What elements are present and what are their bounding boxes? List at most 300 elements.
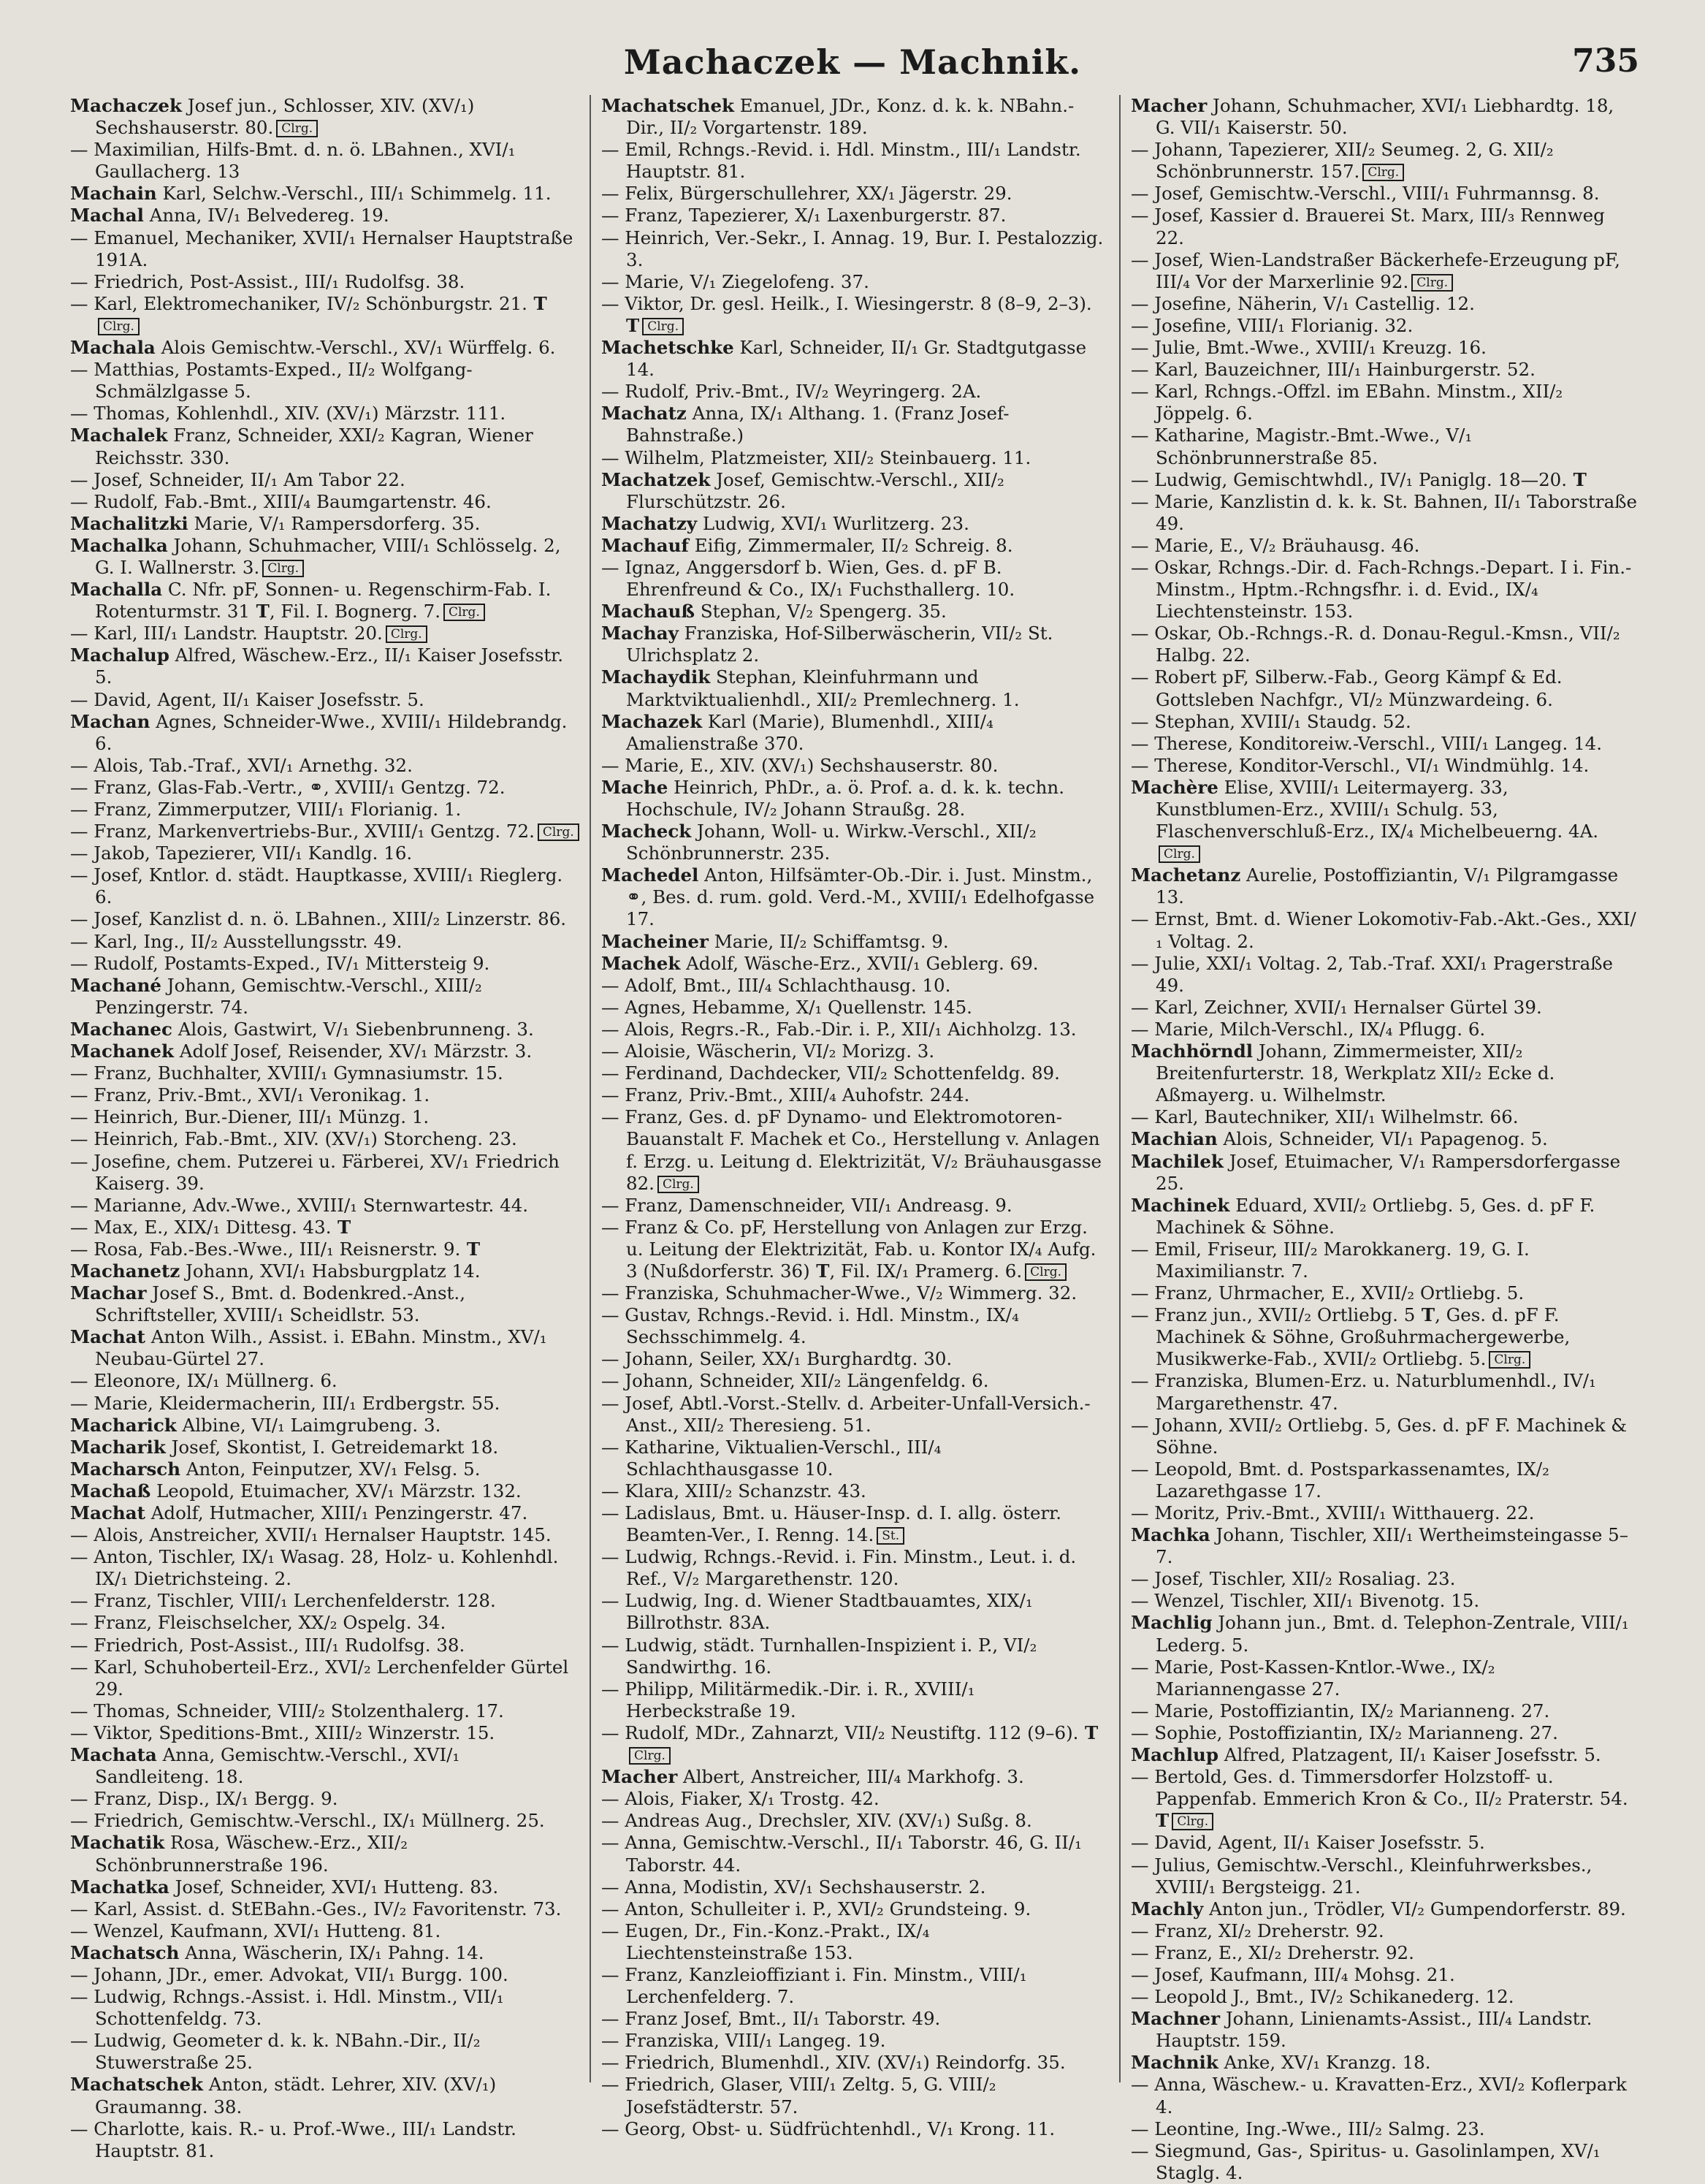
entry-surname: Macharick (70, 1414, 177, 1436)
directory-entry (70, 799, 579, 821)
entry-details: — Alois, Anstreicher, XVII/₁ Hernalser Hauptstr. 145. (70, 1524, 552, 1546)
clearing-badge: Clrg. (443, 604, 485, 621)
entry-surname: Machay (601, 623, 679, 644)
entry-surname: Machek (601, 952, 681, 974)
directory-entry (1131, 95, 1639, 139)
entry-details: — Marie, V/₁ Ziegelofeng. 37. (601, 270, 869, 292)
directory-entry (1131, 1700, 1639, 1722)
telephone-mark: T (1415, 1304, 1435, 1326)
entry-details: Stephan, V/₂ Spengerg. 35. (695, 601, 947, 623)
entry-details: — Leopold J., Bmt., IV/₂ Schikanederg. 12. (1131, 1986, 1514, 2008)
clearing-badge: Clrg. (1362, 164, 1404, 181)
entry-details: — Alois, Regrs.-R., Fab.-Dir. i. P., XII/₁ Aichholzg. 13. (601, 1018, 1077, 1040)
entry-surname: Machazek (601, 710, 703, 732)
entry-details: Johann, Gemischtw.-Verschl., XIII/₂ Penzingerstr. 74. (95, 974, 482, 1018)
entry-details: — Heinrich, Fab.-Bmt., XIV. (XV/₁) Storcheng. 23. (70, 1128, 517, 1150)
entry-details: — Josef, Kntlor. d. städt. Hauptkasse, XVIII/₁ Rieglerg. 6. (70, 864, 563, 908)
directory-entry (70, 1876, 579, 1898)
directory-entry (70, 579, 579, 623)
directory-entry (601, 777, 1109, 821)
entry-details: — Friedrich, Glaser, VIII/₁ Zeltg. 5, G. VIII/₂ Josefstädterstr. 57. (601, 2074, 996, 2118)
entry-surname: Machlup (1131, 1744, 1218, 1766)
directory-entry (70, 1195, 579, 1217)
entry-details: Johann, Zimmermeister, XII/₂ Breitenfurterstr. 18, Werkplatz XII/₂ Ecke d. Aßmayerg. u. Wilhelmstr. (1156, 1040, 1555, 1106)
entry-details: — Adolf, Bmt., III/₄ Schlachthausg. 10. (601, 974, 951, 996)
directory-entry (70, 953, 579, 975)
entry-details: Karl, Selchw.-Verschl., III/₁ Schimmelg. 11. (156, 183, 552, 205)
entry-surname: Machar (70, 1282, 147, 1304)
entry-surname: Machaß (70, 1480, 151, 1502)
entry-details: — Oskar, Rchngs.-Dir. d. Fach-Rchngs.-Depart. I i. Fin.-Minstm., Hptm.-Rchngsfhr. i. d. Evid., IX/₄ Liechtensteinstr. 153. (1131, 556, 1632, 623)
directory-entry (1131, 1370, 1639, 1414)
directory-entry (1131, 1832, 1639, 1854)
entry-details: — Bertold, Ges. d. Timmersdorfer Holzstoff- u. Pappenfab. Emmerich Kron & Co., II/₂ Praterstr. 54. (1131, 1766, 1628, 1810)
directory-entry (601, 381, 1109, 403)
directory-entry (1131, 1568, 1639, 1590)
directory-entry (1131, 1590, 1639, 1612)
directory-entry (1131, 2008, 1639, 2052)
directory-entry (1131, 491, 1639, 535)
entry-details: — Emanuel, Mechaniker, XVII/₁ Hernalser Hauptstraße 191A. (70, 227, 573, 270)
directory-entry (601, 1062, 1109, 1084)
entry-surname: Machatka (70, 1876, 169, 1898)
entry-details: Alois, Schneider, VI/₁ Papagenog. 5. (1217, 1128, 1548, 1150)
telephone-mark: T (331, 1216, 351, 1238)
directory-entry (601, 1678, 1109, 1722)
entry-surname: Machané (70, 974, 162, 996)
directory-entry (70, 2030, 579, 2074)
entry-details: — Johann, JDr., emer. Advokat, VII/₁ Burgg. 100. (70, 1963, 508, 1985)
directory-entry (1131, 1656, 1639, 1700)
directory-entry (601, 623, 1109, 666)
entry-details: — Rudolf, MDr., Zahnarzt, VII/₂ Neustiftg. 112 (9–6). (601, 1721, 1079, 1743)
entry-details: Stephan, Kleinfuhrmann und Marktviktualienhdl., XII/₂ Premlechnerg. 1. (626, 666, 1020, 710)
entry-details: — Rosa, Fab.-Bes.-Wwe., III/₁ Reisnerstr. 9. (70, 1238, 461, 1260)
entry-details: — Max, E., XIX/₁ Dittesg. 43. (70, 1216, 332, 1238)
directory-entry (70, 1326, 579, 1370)
entry-details: — Friedrich, Post-Assist., III/₁ Rudolfsg. 38. (70, 270, 465, 292)
directory-entry (70, 755, 579, 777)
clearing-badge: Clrg. (1172, 1813, 1213, 1830)
directory-entry (601, 2118, 1109, 2140)
entry-details: — Johann, Seiler, XX/₁ Burghardtg. 30. (601, 1348, 953, 1370)
entry-details: — Franz & Co. pF, Herstellung von Anlagen zur Erzg. u. Leitung der Elektrizität, Fab. u. Kontor IX/₄ Aufg. 3 (Nußdorferstr. 36) (601, 1216, 1096, 1282)
entry-surname: Machalka (70, 534, 168, 556)
clearing-badge: Clrg. (1411, 274, 1453, 292)
directory-entry (70, 1700, 579, 1722)
directory-entry (1131, 425, 1639, 468)
directory-entry (1131, 623, 1639, 666)
directory-entry (601, 403, 1109, 446)
directory-entry (1131, 908, 1639, 952)
entry-details: — Karl, Bautechniker, XII/₁ Wilhelmstr. 66. (1131, 1106, 1519, 1128)
entry-surname: Macharsch (70, 1458, 181, 1480)
clearing-badge: Clrg. (98, 318, 140, 335)
directory-entry (1131, 2074, 1639, 2118)
entry-details: — Karl, Zeichner, XVII/₁ Hernalser Gürtel 39. (1131, 996, 1542, 1018)
entry-details: — Jakob, Tapezierer, VII/₁ Kandlg. 16. (70, 842, 413, 864)
entry-details: — Gustav, Rchngs.-Revid. i. Hdl. Minstm., IX/₄ Sechsschimmelg. 4. (601, 1304, 1019, 1348)
directory-entry (601, 1106, 1109, 1194)
telephone-mark: T (626, 314, 640, 336)
entry-surname: Machauf (601, 534, 689, 556)
entry-details: — Karl, III/₁ Landstr. Hauptstr. 20. (70, 623, 383, 644)
telephone-mark: T (250, 601, 270, 623)
entry-details: — Viktor, Dr. gesl. Heilk., I. Wiesingerstr. 8 (8–9, 2–3). (601, 292, 1092, 314)
entry-surname: Machère (1131, 776, 1218, 798)
entry-details: Adolf, Hutmacher, XIII/₁ Penzingerstr. 47. (145, 1502, 528, 1523)
entry-details: — Wenzel, Tischler, XII/₁ Bivenotg. 15. (1131, 1590, 1480, 1612)
entry-details: — Anton, Tischler, IX/₁ Wasag. 28, Holz- u. Kohlenhdl. IX/₁ Dietrichsteing. 2. (70, 1546, 559, 1590)
entry-details: — Marie, E., XIV. (XV/₁) Sechshauserstr. 80. (601, 754, 999, 776)
entry-details: Anton Wilh., Assist. i. EBahn. Minstm., XV/₁ Neubau-Gürtel 27. (95, 1326, 547, 1370)
directory-entry (601, 447, 1109, 469)
entry-details: Agnes, Schneider-Wwe., XVIII/₁ Hildebrandg. 6. (95, 710, 568, 754)
entry-details: — Josef, Kaufmann, III/₄ Mohsg. 21. (1131, 1963, 1455, 1985)
entry-details: — Siegmund, Gas-, Spiritus- u. Gasolinlampen, XV/₁ Staglg. 4. (1131, 2139, 1601, 2183)
entry-surname: Machedel (601, 864, 699, 886)
directory-entry (70, 1106, 579, 1128)
entry-details: — Franziska, VIII/₁ Langeg. 19. (601, 2030, 886, 2052)
entry-details: — Josef, Abtl.-Vorst.-Stellv. d. Arbeiter-Unfall-Versich.-Anst., XII/₂ Theresieng. 51. (601, 1392, 1091, 1436)
clearing-badge: Clrg. (262, 560, 304, 577)
entry-details: Leopold, Etuimacher, XV/₁ Märzstr. 132. (150, 1480, 522, 1502)
entry-details: — Thomas, Schneider, VIII/₂ Stolzenthalerg. 17. (70, 1700, 504, 1721)
directory-entry (601, 821, 1109, 864)
entry-details: — Ludwig, Rchngs.-Assist. i. Hdl. Minstm., VII/₁ Schottenfeldg. 73. (70, 1986, 504, 2030)
entry-details: C. Nfr. pF, Sonnen- u. Regenschirm-Fab. I. Rotenturmstr. 31 (95, 579, 552, 623)
entry-details: — Franz Josef, Bmt., II/₁ Taborstr. 49. (601, 2008, 941, 2030)
directory-entry (601, 95, 1109, 139)
entry-details: — Franz, Buchhalter, XVIII/₁ Gymnasiumstr. 15. (70, 1062, 503, 1084)
directory-entry (70, 1832, 579, 1876)
entry-details: — Marianne, Adv.-Wwe., XVIII/₁ Sternwartestr. 44. (70, 1194, 529, 1216)
directory-entry (601, 1195, 1109, 1217)
directory-entry (1131, 666, 1639, 710)
entry-details: — Franz, Disp., IX/₁ Bergg. 9. (70, 1788, 338, 1810)
directory-entry (70, 864, 579, 908)
directory-entry (601, 1964, 1109, 2008)
entry-details: — Stephan, XVIII/₁ Staudg. 52. (1131, 710, 1411, 732)
directory-entry (70, 1128, 579, 1150)
directory-entry (601, 1546, 1109, 1590)
entry-details: — Franz, Zimmerputzer, VIII/₁ Florianig. 1. (70, 799, 462, 820)
entry-details: — Alois, Tab.-Traf., XVI/₁ Arnethg. 32. (70, 754, 413, 776)
directory-entry (70, 1656, 579, 1700)
entry-surname: Machetanz (1131, 864, 1241, 886)
entry-details: — Josefine, Näherin, V/₁ Castellig. 12. (1131, 292, 1475, 314)
entry-surname: Machaczek (70, 95, 182, 116)
directory-entry (70, 95, 579, 139)
directory-entry (70, 359, 579, 403)
entry-details: Marie, V/₁ Rampersdorferg. 35. (188, 512, 481, 534)
entry-details: — Karl, Assist. d. StEBahn.-Ges., IV/₂ Favoritenstr. 73. (70, 1898, 562, 1919)
entry-details: Franz, Schneider, XXI/₂ Kagran, Wiener Reichsstr. 330. (95, 425, 533, 468)
directory-entry (70, 403, 579, 425)
entry-surname: Macher (601, 1766, 678, 1788)
entry-details: — Karl, Schuhoberteil-Erz., XVI/₂ Lerchenfelder Gürtel 29. (70, 1656, 569, 1700)
entry-details: Marie, II/₂ Schiffamtsg. 9. (708, 930, 949, 952)
directory-entry (70, 1370, 579, 1392)
entry-details: Josef, Etuimacher, V/₁ Rampersdorfergasse 25. (1156, 1150, 1621, 1194)
directory-entry (601, 1437, 1109, 1480)
entry-details: — Johann, Tapezierer, XII/₂ Seumeg. 2, G. XII/₂ Schönbrunnerstr. 157. (1131, 139, 1554, 183)
directory-column-2 (590, 95, 1119, 2139)
directory-entry (1131, 1744, 1639, 1766)
entry-details: — Ignaz, Anggersdorf b. Wien, Ges. d. pF B. Ehrenfreund & Co., IX/₁ Fuchsthallerg. 10. (601, 556, 1015, 601)
entry-details: — Johann, XVII/₂ Ortliebg. 5, Ges. d. pF F. Machinek & Söhne. (1131, 1414, 1628, 1458)
entry-details: Heinrich, PhDr., a. ö. Prof. a. d. k. k. techn. Hochschule, IV/₂ Johann Straußg. 28. (626, 776, 1065, 820)
entry-details: — Robert pF, Silberw.-Fab., Georg Kämpf & Ed. Gottsleben Nachfgr., VI/₂ Münzwardeing. 6. (1131, 666, 1563, 710)
directory-entry (1131, 711, 1639, 733)
directory-entry (1131, 1106, 1639, 1128)
directory-entry (1131, 1722, 1639, 1744)
directory-entry (70, 293, 579, 337)
entry-details: — Anna, Modistin, XV/₁ Sechshauserstr. 2. (601, 1876, 986, 1898)
directory-entry (1131, 1040, 1639, 1106)
entry-surname: Machain (70, 183, 157, 205)
entry-details: Eduard, XVII/₂ Ortliebg. 5, Ges. d. pF F. Machinek & Söhne. (1156, 1194, 1595, 1238)
entry-details: — Franz, Priv.-Bmt., XVI/₁ Veronikag. 1. (70, 1084, 430, 1106)
directory-entry (601, 2052, 1109, 2074)
entry-details: — Josef, Kassier d. Brauerei St. Marx, III/₃ Rennweg 22. (1131, 205, 1605, 248)
directory-entry (601, 997, 1109, 1019)
entry-details: — Wilhelm, Platzmeister, XII/₂ Steinbauerg. 11. (601, 446, 1031, 468)
directory-entry (70, 623, 579, 644)
entry-surname: Machatzek (601, 468, 711, 490)
entry-details: — Viktor, Speditions-Bmt., XIII/₂ Winzerstr. 15. (70, 1721, 495, 1743)
entry-details: Anton jun., Trödler, VI/₂ Gumpendorferstr. 89. (1203, 1898, 1626, 1919)
entry-details: Emanuel, JDr., Konz. d. k. k. NBahn.-Dir., II/₂ Vorgartenstr. 189. (626, 95, 1075, 139)
entry-surname: Machanek (70, 1040, 174, 1062)
entry-details: Johann, XVI/₁ Habsburgplatz 14. (180, 1260, 481, 1282)
entry-details: Eifig, Zimmermaler, II/₂ Schreig. 8. (688, 534, 1013, 556)
directory-entry (601, 337, 1109, 381)
directory-entry (1131, 2052, 1639, 2074)
directory-entry (601, 1019, 1109, 1040)
directory-entry (70, 1942, 579, 1964)
directory-entry (70, 183, 579, 205)
directory-entry (70, 1810, 579, 1832)
directory-entry (70, 1019, 579, 1040)
directory-entry (70, 1084, 579, 1106)
directory-entry (1131, 1239, 1639, 1282)
directory-column-1 (60, 95, 590, 2161)
entry-details: — Therese, Konditor-Verschl., VI/₁ Windmühlg. 14. (1131, 754, 1590, 776)
directory-entry (601, 1217, 1109, 1282)
directory-entry (70, 1151, 579, 1195)
entry-details: — Andreas Aug., Drechsler, XIV. (XV/₁) Sußg. 8. (601, 1810, 1032, 1832)
directory-entry (1131, 1282, 1639, 1304)
entry-details: — Franz, Glas-Fab.-Vertr., ⚭, XVIII/₁ Gentzg. 72. (70, 776, 506, 798)
directory-entry (70, 1282, 579, 1326)
entry-details: — Julie, XXI/₁ Voltag. 2, Tab.-Traf. XXI/₁ Pragerstraße 49. (1131, 952, 1614, 996)
directory-entry (601, 535, 1109, 557)
directory-entry (1131, 293, 1639, 315)
entry-details: — Marie, Kleidermacherin, III/₁ Erdbergstr. 55. (70, 1392, 500, 1414)
entry-details: — Katharine, Viktualien-Verschl., III/₄ Schlachthausgasse 10. (601, 1436, 942, 1480)
directory-entry (601, 931, 1109, 953)
directory-entry (601, 557, 1109, 601)
entry-details-continued: , Fil. IX/₁ Pramerg. 6. (829, 1260, 1023, 1282)
directory-entry (601, 1393, 1109, 1437)
entry-details: — Karl, Rchngs.-Offzl. im EBahn. Minstm., XII/₂ Jöppelg. 6. (1131, 381, 1563, 425)
entry-surname: Machalitzki (70, 512, 188, 534)
directory-entry (70, 821, 579, 842)
directory-column-3 (1119, 95, 1649, 2183)
telephone-mark: T (1078, 1721, 1099, 1743)
directory-entry (1131, 1898, 1639, 1920)
entry-surname: Machalup (70, 644, 169, 666)
directory-entry (70, 1502, 579, 1524)
entry-surname: Machatik (70, 1832, 165, 1854)
directory-entry (601, 1590, 1109, 1634)
entry-details: — Karl, Ing., II/₂ Ausstellungsstr. 49. (70, 930, 403, 952)
directory-entry (70, 1040, 579, 1062)
directory-entry (601, 293, 1109, 337)
directory-entry (601, 183, 1109, 205)
entry-details: — Franz jun., XVII/₂ Ortliebg. 5 (1131, 1304, 1416, 1326)
directory-entry (70, 1546, 579, 1590)
directory-entry (70, 227, 579, 271)
entry-details: — Emil, Friseur, III/₂ Marokkanerg. 19, G. I. Maximilianstr. 7. (1131, 1238, 1530, 1282)
directory-entry (601, 1876, 1109, 1898)
directory-entry (1131, 1304, 1639, 1370)
entry-details: Anke, XV/₁ Kranzg. 18. (1218, 2052, 1431, 2074)
directory-entry (70, 842, 579, 864)
entry-details: — Franziska, Blumen-Erz. u. Naturblumenhdl., IV/₁ Margarethenstr. 47. (1131, 1370, 1596, 1414)
directory-entry (70, 271, 579, 293)
entry-details: — Julius, Gemischtw.-Verschl., Kleinfuhrwerksbes., XVIII/₁ Bergsteigg. 21. (1131, 1854, 1593, 1898)
directory-entry (1131, 1964, 1639, 1986)
entry-details: — Therese, Konditoreiw.-Verschl., VIII/₁ Langeg. 14. (1131, 732, 1603, 754)
directory-entry (1131, 777, 1639, 864)
entry-details: — Marie, E., V/₂ Bräuhausg. 46. (1131, 534, 1420, 556)
entry-details: — Franz, Tischler, VIII/₁ Lerchenfelderstr. 128. (70, 1590, 496, 1612)
directory-entry (601, 1810, 1109, 1832)
directory-entry (601, 1502, 1109, 1546)
entry-details: — Klara, XIII/₂ Schanzstr. 43. (601, 1480, 866, 1502)
entry-details: — Ferdinand, Dachdecker, VII/₂ Schottenfeldg. 89. (601, 1062, 1060, 1084)
telephone-mark: T (527, 292, 547, 314)
entry-surname: Machalla (70, 579, 163, 601)
directory-entry (1131, 557, 1639, 623)
entry-details: Johann, Woll- u. Wirkw.-Verschl., XII/₂ Schönbrunnerstr. 235. (626, 821, 1037, 864)
entry-surname: Machatz (601, 403, 687, 425)
entry-details: — Emil, Rchngs.-Revid. i. Hdl. Minstm., III/₁ Landstr. Hauptstr. 81. (601, 139, 1081, 183)
entry-details: Franziska, Hof-Silberwäscherin, VII/₂ St. Ulrichsplatz 2. (626, 623, 1053, 666)
entry-surname: Machhörndl (1131, 1040, 1254, 1062)
directory-entry (601, 1480, 1109, 1502)
directory-entry (70, 1437, 579, 1458)
directory-entry (601, 1084, 1109, 1106)
entry-surname: Machilek (1131, 1150, 1224, 1172)
entry-details: — Josef, Kanzlist d. n. ö. LBahnen., XIII/₂ Linzerstr. 86. (70, 908, 567, 930)
directory-entry (1131, 997, 1639, 1019)
directory-entry (1131, 337, 1639, 359)
directory-entry (70, 1635, 579, 1656)
directory-entry (1131, 1415, 1639, 1458)
entry-details: — Franz, Markenvertriebs-Bur., XVIII/₁ Gentzg. 72. (70, 821, 535, 842)
directory-entry (601, 1788, 1109, 1810)
entry-surname: Macher (1131, 95, 1208, 116)
entry-details: Anna, IX/₁ Althang. 1. (Franz Josef-Bahnstraße.) (626, 403, 1010, 446)
entry-details: — Philipp, Militärmedik.-Dir. i. R., XVIII/₁ Herbeckstraße 19. (601, 1678, 975, 1721)
directory-entry (70, 205, 579, 227)
entry-surname: Machner (1131, 2008, 1221, 2030)
entry-details: — Karl, Bauzeichner, III/₁ Hainburgerstr. 52. (1131, 359, 1536, 381)
directory-entry (70, 337, 579, 359)
directory-entry (601, 601, 1109, 623)
entry-details: — Friedrich, Blumenhdl., XIV. (XV/₁) Reindorfg. 35. (601, 2052, 1066, 2074)
directory-entry (1131, 1502, 1639, 1524)
directory-entry (1131, 1019, 1639, 1040)
entry-details: Johann, Tischler, XII/₁ Wertheimsteingasse 5–7. (1156, 1524, 1628, 1568)
directory-entry (601, 205, 1109, 227)
entry-details: Elise, XVIII/₁ Leitermayerg. 33, Kunstblumen-Erz., XVIII/₁ Schulg. 53, Flaschenverschluß-Erz., IX/₄ Michelbeuerng. 4A. (1156, 776, 1599, 842)
directory-entry (70, 777, 579, 799)
entry-details: — Marie, Postoffiziantin, IX/₂ Marianneng. 27. (1131, 1700, 1550, 1721)
entry-details: Anna, Wäscherin, IX/₁ Pahng. 14. (179, 1941, 484, 1963)
entry-details: — Ludwig, Ing. d. Wiener Stadtbauamtes, XIX/₁ Billrothstr. 83A. (601, 1590, 1033, 1634)
entry-details: — Josef, Tischler, XII/₂ Rosaliag. 23. (1131, 1568, 1456, 1590)
entry-details: Adolf, Wäsche-Erz., XVII/₁ Geblerg. 69. (680, 952, 1039, 974)
entry-details: — Ladislaus, Bmt. u. Häuser-Insp. d. I. allg. österr. Beamten-Ver., I. Renng. 14. (601, 1502, 1061, 1546)
entry-surname: Machatschek (601, 95, 735, 116)
clearing-badge: Clrg. (276, 120, 318, 137)
directory-entry (601, 513, 1109, 535)
entry-details: Anna, IV/₁ Belvedereg. 19. (143, 205, 389, 227)
directory-entry (1131, 1458, 1639, 1502)
entry-details: Adolf Josef, Reisender, XV/₁ Märzstr. 3. (173, 1040, 533, 1062)
clearing-badge: Clrg. (629, 1747, 671, 1765)
entry-details: Albine, VI/₁ Laimgrubeng. 3. (176, 1414, 441, 1436)
directory-entry (1131, 1195, 1639, 1239)
telephone-mark: T (1567, 468, 1587, 490)
entry-details: Johann, Schuhmacher, VIII/₁ Schlösselg. 2, G. I. Wallnerstr. 3. (95, 534, 561, 578)
directory-entry (601, 1348, 1109, 1370)
clearing-badge: Clrg. (386, 625, 427, 643)
directory-entry (70, 139, 579, 183)
entry-surname: Machinek (1131, 1194, 1230, 1216)
entry-surname: Macheiner (601, 930, 709, 952)
entry-surname: Machnik (1131, 2052, 1218, 2074)
entry-surname: Machian (1131, 1128, 1218, 1150)
entry-details: — Matthias, Postamts-Exped., II/₂ Wolfgang-Schmälzlgasse 5. (70, 359, 473, 403)
entry-surname: Machly (1131, 1898, 1204, 1919)
entry-details: Alois Gemischtw.-Verschl., XV/₁ Würffelg. 6. (155, 337, 556, 359)
entry-details: — Alois, Fiaker, X/₁ Trostg. 42. (601, 1788, 880, 1810)
directory-entry (1131, 359, 1639, 381)
directory-entry (70, 491, 579, 513)
directory-entry (601, 1898, 1109, 1920)
directory-entry (70, 1590, 579, 1612)
directory-entry (70, 1524, 579, 1546)
directory-entry (70, 2074, 579, 2118)
entry-details: — Marie, Post-Kassen-Kntlor.-Wwe., IX/₂ Mariannengasse 27. (1131, 1656, 1495, 1700)
directory-entry (70, 1458, 579, 1480)
entry-details: — Josefine, chem. Putzerei u. Färberei, XV/₁ Friedrich Kaiserg. 39. (70, 1150, 560, 1194)
directory-entry (1131, 755, 1639, 777)
entry-details-continued: , Fil. I. Bognerg. 7. (269, 601, 440, 623)
directory-entry (601, 953, 1109, 975)
entry-details: — Franziska, Schuhmacher-Wwe., V/₂ Wimmerg. 32. (601, 1282, 1077, 1304)
directory-entry (601, 711, 1109, 755)
entry-details: Alfred, Platzagent, II/₁ Kaiser Josefsstr. 5. (1218, 1744, 1601, 1766)
entry-details: — Franz, Ges. d. pF Dynamo- und Elektromotoren-Bauanstalt F. Machek et Co., Herstellung v. Anlagen f. Erzg. u. Leitung d. Elektrizität, V/₂ Bräuhausgasse 82. (601, 1106, 1102, 1194)
entry-surname: Machata (70, 1744, 157, 1766)
entry-details: — Anton, Schulleiter i. P., XVI/₂ Grundsteing. 9. (601, 1898, 1031, 1919)
